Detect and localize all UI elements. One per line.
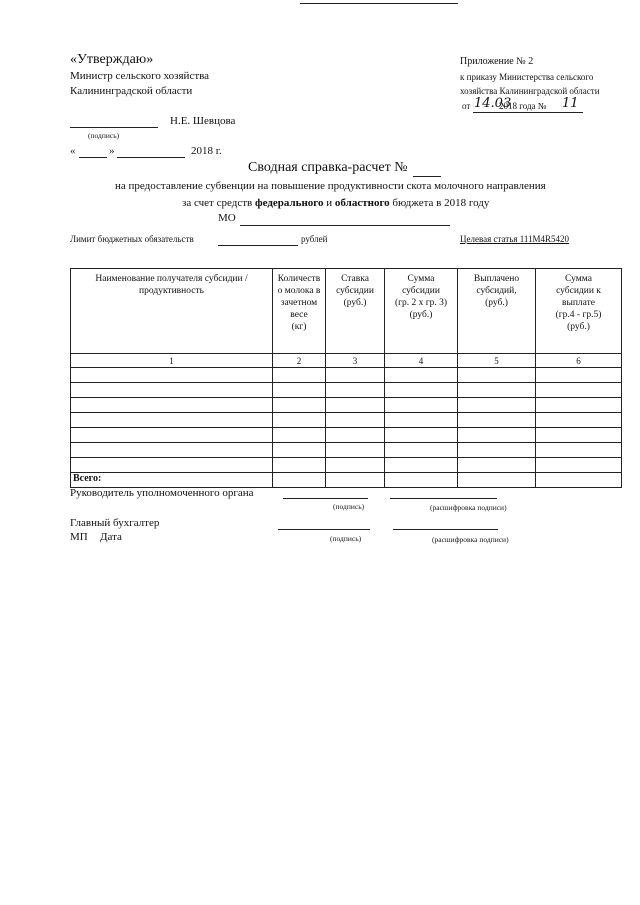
mo-line bbox=[240, 225, 450, 226]
table-cell[interactable] bbox=[458, 383, 536, 398]
funding-regional: областного bbox=[334, 197, 390, 209]
table-cell[interactable] bbox=[326, 383, 385, 398]
header-recipient-text: Наименование получателя субсидии / продуктивность bbox=[95, 274, 248, 296]
appendix-line-1: к приказу Министерства сельского bbox=[460, 72, 594, 82]
table-row bbox=[71, 443, 622, 458]
funding-line bbox=[182, 197, 489, 209]
table-cell[interactable] bbox=[326, 428, 385, 443]
table-cell[interactable] bbox=[273, 413, 326, 428]
appendix-date-handwritten: 14.03 bbox=[474, 96, 512, 111]
table-cell[interactable] bbox=[536, 458, 622, 473]
table-cell[interactable] bbox=[536, 473, 622, 488]
table-cell[interactable] bbox=[458, 473, 536, 488]
table-row bbox=[71, 368, 622, 383]
table-cell[interactable] bbox=[326, 473, 385, 488]
signature-line bbox=[70, 127, 158, 128]
appendix-number-handwritten: 11 bbox=[562, 96, 579, 111]
table-cell[interactable] bbox=[71, 443, 273, 458]
table-row bbox=[71, 398, 622, 413]
table-cell[interactable] bbox=[326, 443, 385, 458]
table-cell[interactable] bbox=[385, 383, 458, 398]
table-cell[interactable] bbox=[458, 443, 536, 458]
table-cell[interactable] bbox=[536, 413, 622, 428]
col-number: 4 bbox=[385, 354, 458, 368]
head-sign-line bbox=[283, 498, 368, 499]
mo-label: МО bbox=[218, 212, 236, 224]
table-cell[interactable] bbox=[458, 368, 536, 383]
mp-label: МП bbox=[70, 531, 88, 543]
limit-label: Лимит бюджетных обязательств bbox=[70, 234, 194, 244]
table-cell[interactable] bbox=[536, 368, 622, 383]
table-cell[interactable] bbox=[273, 383, 326, 398]
table-cell[interactable] bbox=[326, 458, 385, 473]
header-recipient bbox=[71, 269, 273, 354]
table-cell[interactable] bbox=[71, 368, 273, 383]
table-cell[interactable] bbox=[536, 428, 622, 443]
table-row bbox=[71, 383, 622, 398]
table-cell[interactable] bbox=[536, 383, 622, 398]
date-label: Дата bbox=[100, 531, 122, 543]
appendix-date-year: 2018 года № bbox=[499, 101, 547, 111]
date-day-line bbox=[79, 157, 107, 158]
table-header-row bbox=[71, 269, 622, 354]
table-cell[interactable] bbox=[326, 398, 385, 413]
appendix-date-underline bbox=[473, 112, 583, 113]
col-number: 2 bbox=[273, 354, 326, 368]
approval-line-1: Министр сельского хозяйства bbox=[70, 70, 210, 82]
appendix-title: Приложение № 2 bbox=[460, 56, 534, 67]
table-cell[interactable] bbox=[385, 368, 458, 383]
col-number: 5 bbox=[458, 354, 536, 368]
header-paid bbox=[458, 269, 536, 354]
table-cell[interactable] bbox=[458, 428, 536, 443]
table-cell[interactable] bbox=[71, 428, 273, 443]
approval-date-mid: » bbox=[109, 145, 115, 157]
table-cell[interactable] bbox=[385, 413, 458, 428]
doc-title: Сводная справка-расчет № bbox=[248, 160, 408, 175]
column-numbers-row bbox=[71, 354, 622, 368]
limit-line bbox=[218, 245, 298, 246]
accountant-sign-caption: (подпись) bbox=[330, 534, 362, 543]
table-cell[interactable] bbox=[458, 398, 536, 413]
table-cell[interactable] bbox=[71, 413, 273, 428]
table-cell[interactable] bbox=[273, 368, 326, 383]
table-cell[interactable] bbox=[385, 458, 458, 473]
funding-federal: федерального bbox=[254, 197, 324, 209]
head-label: Руководитель уполномоченного органа bbox=[70, 487, 254, 499]
header-milk-quantity-text: Количеств о молока в зачетном весе (кг) bbox=[277, 274, 321, 332]
accountant-label: Главный бухгалтер bbox=[70, 517, 160, 529]
header-amount bbox=[385, 269, 458, 354]
approval-title: «Утверждаю» bbox=[70, 52, 154, 67]
approval-line-2: Калининградской области bbox=[70, 85, 193, 97]
table-cell[interactable] bbox=[385, 473, 458, 488]
limit-unit: рублей bbox=[301, 234, 328, 244]
date-month-line bbox=[117, 157, 185, 158]
table-cell[interactable] bbox=[458, 458, 536, 473]
table-cell[interactable] bbox=[385, 428, 458, 443]
header-to-pay bbox=[536, 269, 622, 354]
accountant-sign-line bbox=[278, 529, 370, 530]
table-cell[interactable] bbox=[536, 398, 622, 413]
col-number: 1 bbox=[71, 354, 273, 368]
table-cell[interactable] bbox=[385, 443, 458, 458]
table-cell[interactable] bbox=[536, 443, 622, 458]
target-article: Целевая статья 111М4R5420 bbox=[460, 234, 570, 244]
col-number: 3 bbox=[326, 354, 385, 368]
table-cell[interactable] bbox=[71, 458, 273, 473]
doc-number-line bbox=[413, 176, 441, 177]
table-cell[interactable] bbox=[326, 413, 385, 428]
scan-edge-line bbox=[300, 3, 458, 4]
accountant-decode-caption: (расшифровка подписи) bbox=[432, 535, 509, 544]
funding-prefix: за счет средств bbox=[182, 197, 253, 209]
header-milk-quantity bbox=[273, 269, 326, 354]
approval-signer: Н.Е. Шевцова bbox=[170, 115, 236, 127]
head-decode-line bbox=[390, 498, 497, 499]
funding-and: и bbox=[326, 197, 333, 209]
table-cell[interactable] bbox=[71, 398, 273, 413]
table-cell[interactable] bbox=[326, 368, 385, 383]
table-row bbox=[71, 428, 622, 443]
table-cell[interactable] bbox=[273, 398, 326, 413]
table-cell[interactable] bbox=[273, 443, 326, 458]
appendix-date-prefix: от bbox=[462, 101, 471, 111]
accountant-decode-line bbox=[393, 529, 498, 530]
header-rate bbox=[326, 269, 385, 354]
table-cell[interactable] bbox=[273, 428, 326, 443]
table-row bbox=[71, 413, 622, 428]
header-amount-text: Сумма субсидии (гр. 2 х гр. 3) (руб.) bbox=[394, 274, 448, 320]
table-cell[interactable] bbox=[71, 383, 273, 398]
table-cell[interactable] bbox=[273, 473, 326, 488]
total-row bbox=[71, 473, 622, 488]
head-decode-caption: (расшифровка подписи) bbox=[430, 503, 507, 512]
table-cell[interactable] bbox=[273, 458, 326, 473]
head-sign-caption: (подпись) bbox=[333, 502, 365, 511]
subsidy-table bbox=[70, 268, 622, 488]
header-rate-text: Ставка субсидии (руб.) bbox=[336, 274, 374, 308]
approval-date-open: « bbox=[70, 145, 76, 157]
doc-subtitle: на предоставление субвенции на повышение продуктивности скота молочного направления bbox=[115, 180, 546, 192]
approval-date-year: 2018 г. bbox=[191, 145, 222, 157]
header-to-pay-text: Сумма субсидии к выплате (гр.4 - гр.5) (руб.) bbox=[555, 274, 602, 332]
header-paid-text: Выплачено субсидий, (руб.) bbox=[473, 274, 520, 308]
appendix-line-2: хозяйства Калининградской области bbox=[460, 86, 600, 96]
signature-caption: (подпись) bbox=[88, 131, 120, 140]
col-number: 6 bbox=[536, 354, 622, 368]
total-label: Всего: bbox=[71, 473, 273, 488]
funding-suffix: бюджета в 2018 году bbox=[392, 197, 490, 209]
table-cell[interactable] bbox=[385, 398, 458, 413]
table-cell[interactable] bbox=[458, 413, 536, 428]
table-row bbox=[71, 458, 622, 473]
